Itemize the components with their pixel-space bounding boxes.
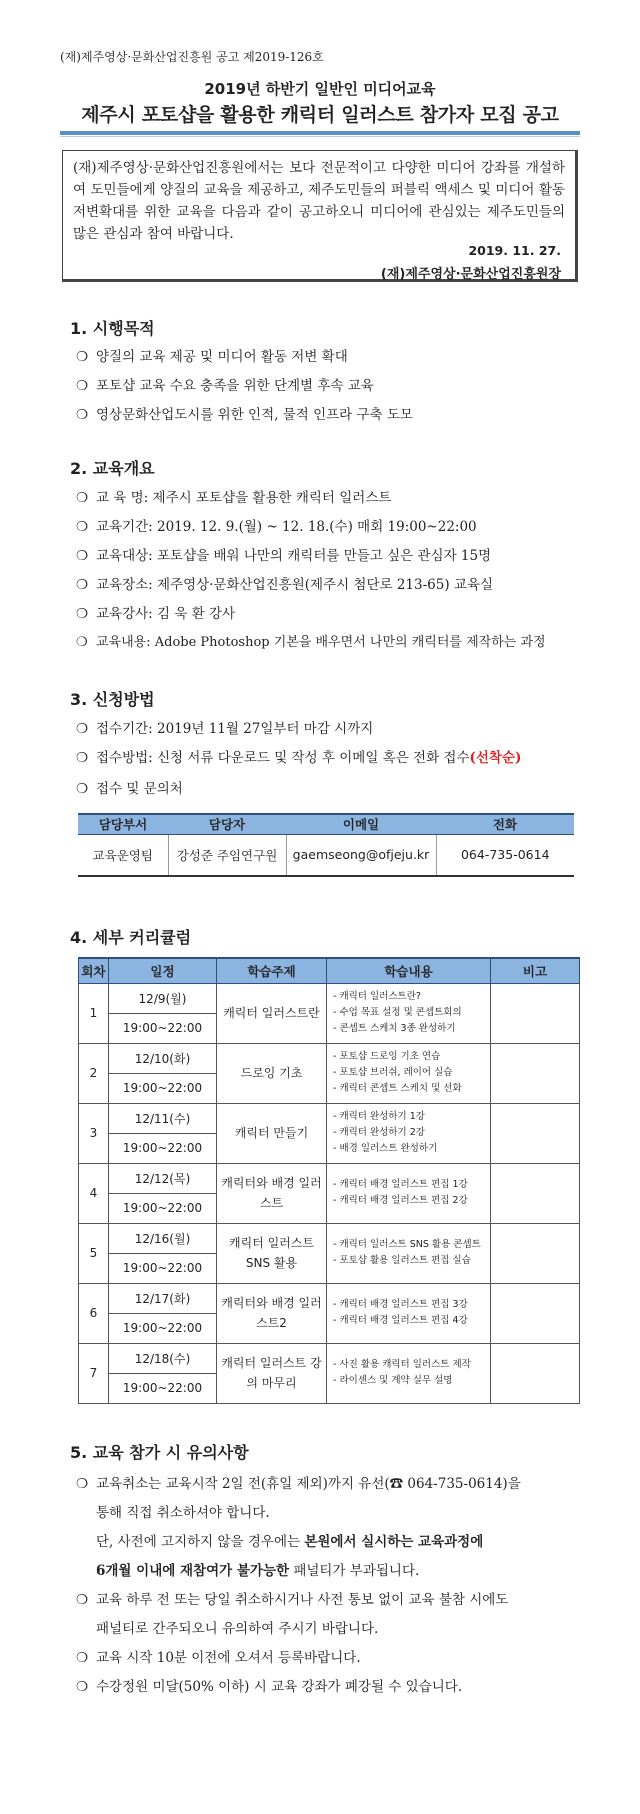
item-text: 교육 시작 10분 이전에 오셔서 등록바랍니다. (96, 1650, 361, 1666)
column-header: 이메일 (286, 814, 436, 834)
issuer: (재)제주영상·문화산업진흥원장 (380, 267, 561, 282)
list-item (76, 573, 493, 593)
circle-bullet-icon: ❍ (76, 781, 89, 797)
first-come-note: (선착순) (469, 750, 522, 766)
item-text: 패널티가 부과됩니다. (289, 1563, 420, 1579)
intro-box (62, 150, 578, 282)
list-item (76, 602, 235, 622)
session-content (327, 1343, 491, 1403)
session-no: 1 (79, 983, 109, 1043)
circle-bullet-icon: ❍ (76, 606, 89, 622)
item-text: 접수기간: 2019년 11월 27일부터 마감 시까지 (96, 721, 374, 737)
note-cell (491, 1103, 580, 1163)
list-item (76, 345, 348, 365)
circle-bullet-icon: ❍ (76, 635, 88, 650)
item-continuation: 패널티로 간주되오니 유의하여 주시기 바랍니다. (96, 1621, 379, 1637)
content-line: - 콘셉트 스케치 3종 완성하기 (333, 1023, 456, 1034)
item-continuation (96, 1530, 483, 1550)
list-item (76, 777, 183, 797)
column-header: 학습주제 (217, 958, 327, 983)
session-date: 12/9(월) (109, 983, 217, 1013)
list-item (76, 1472, 521, 1492)
table-row (79, 1343, 580, 1373)
list-item (76, 746, 521, 766)
circle-bullet-icon: ❍ (76, 1592, 89, 1608)
content-line: - 포토샵 브러쉬, 레이어 실습 (333, 1067, 453, 1078)
content-line: - 라이센스 및 계약 실무 설명 (333, 1375, 453, 1386)
section-1-title: 1. 시행목적 (70, 319, 155, 338)
item-text: 교육취소는 교육시작 2일 전(휴일 제외)까지 유선(☎ 064-735-0614)을 (96, 1476, 521, 1492)
list-item (76, 717, 373, 737)
item-text: 포토샵 교육 수요 충족을 위한 단계별 후속 교육 (96, 378, 374, 394)
session-no: 2 (79, 1043, 109, 1103)
column-header: 담당부서 (78, 814, 168, 834)
session-content (327, 1103, 491, 1163)
item-text: 교육강사: 김 욱 환 강사 (96, 606, 236, 622)
item-text: 접수 및 문의처 (96, 781, 183, 797)
contact-person-cell: 강성준 주임연구원 (168, 834, 286, 876)
session-content (327, 1223, 491, 1283)
section-2-title: 2. 교육개요 (70, 459, 155, 478)
circle-bullet-icon: ❍ (76, 1679, 89, 1695)
list-item (76, 486, 391, 506)
column-header: 담당자 (168, 814, 286, 834)
title-underline (60, 131, 580, 135)
note-cell (491, 1223, 580, 1283)
item-text: 단, 사전에 고지하지 않을 경우에는 (96, 1534, 305, 1550)
table-header-row (78, 814, 574, 834)
item-text: 수강정원 미달(50% 이하) 시 교육 강좌가 폐강될 수 있습니다. (96, 1679, 463, 1695)
note-cell (491, 1283, 580, 1343)
session-topic: 드로잉 기초 (217, 1043, 327, 1103)
session-date: 12/18(수) (109, 1343, 217, 1373)
circle-bullet-icon: ❍ (76, 349, 89, 365)
session-no: 5 (79, 1223, 109, 1283)
session-topic: 캐릭터 일러스트 SNS 활용 (217, 1223, 327, 1283)
section-3-title: 3. 신청방법 (70, 690, 155, 709)
content-line: - 배경 일러스트 완성하기 (333, 1143, 438, 1154)
item-text: 교육장소: 제주영상·문화산업진흥원(제주시 첨단로 213-65) 교육실 (96, 577, 494, 593)
session-content (327, 1163, 491, 1223)
session-time: 19:00~22:00 (109, 1253, 217, 1283)
table-row (79, 1043, 580, 1073)
session-topic: 캐릭터 만들기 (217, 1103, 327, 1163)
sub-title: 2019년 하반기 일반인 미디어교육 (204, 80, 436, 98)
session-topic: 캐릭터와 배경 일러스트2 (217, 1283, 327, 1343)
session-no: 4 (79, 1163, 109, 1223)
circle-bullet-icon: ❍ (76, 750, 89, 766)
list-item (76, 544, 491, 564)
column-header: 일정 (109, 958, 217, 983)
content-line: - 수업 목표 설정 및 콘셉트회의 (333, 1007, 462, 1018)
notice-date: 2019. 11. 27. (468, 243, 561, 258)
session-topic: 캐릭터 일러스트 강의 마무리 (217, 1343, 327, 1403)
session-content (327, 983, 491, 1043)
content-line: - 사진 활용 캐릭터 일러스트 제작 (333, 1359, 471, 1370)
main-title: 제주시 포토샵을 활용한 캐릭터 일러스트 참가자 모집 공고 (81, 104, 559, 126)
session-no: 7 (79, 1343, 109, 1403)
list-item (76, 1675, 462, 1695)
column-header: 전화 (436, 814, 574, 834)
item-continuation: 통해 직접 취소하셔야 합니다. (96, 1505, 270, 1521)
session-content (327, 1043, 491, 1103)
item-text: 교 육 명: 제주시 포토샵을 활용한 캐릭터 일러스트 (96, 490, 392, 506)
intro-text: (재)제주영상·문화산업진흥원에서는 보다 전문적이고 다양한 미디어 강좌를 개설하여 도민들에게 양질의 교육을 제공하고, 제주도민들의 퍼블릭 액세스 및 미디어 활동 저변확대를 위한 교육을 다음과 같이 공고하오니 미디어에 관심있는 제주도민들의 많은 관심과 참여 바랍니다. (73, 160, 565, 242)
note-cell (491, 983, 580, 1043)
content-line: - 캐릭터 배경 일러스트 편집 4강 (333, 1315, 468, 1326)
section-4-title: 4. 세부 커리큘럼 (70, 928, 192, 947)
session-time: 19:00~22:00 (109, 1133, 217, 1163)
notice-number: (재)제주영상·문화산업진흥원 공고 제2019-126호 (60, 50, 324, 64)
column-header: 비고 (491, 958, 580, 983)
item-text: 접수방법: 신청 서류 다운로드 및 작성 후 이메일 혹은 전화 접수 (96, 750, 470, 766)
item-text: 교육 하루 전 또는 당일 취소하시거나 사전 통보 없이 교육 불참 시에도 (96, 1592, 509, 1608)
list-item (76, 1588, 508, 1608)
table-row (79, 1163, 580, 1193)
item-continuation (96, 1559, 419, 1579)
session-no: 3 (79, 1103, 109, 1163)
penalty-emphasis: 본원에서 실시하는 교육과정에 (304, 1534, 484, 1550)
session-date: 12/12(목) (109, 1163, 217, 1193)
session-date: 12/17(화) (109, 1283, 217, 1313)
curriculum-table (78, 957, 580, 1404)
list-item (76, 374, 374, 394)
content-line: - 캐릭터 완성하기 2강 (333, 1127, 425, 1138)
session-date: 12/16(월) (109, 1223, 217, 1253)
content-line: - 포토샵 드로잉 기초 연습 (333, 1051, 441, 1062)
note-cell (491, 1043, 580, 1103)
item-text: 교육대상: 포토샵을 배워 나만의 캐릭터를 만들고 싶은 관심자 15명 (96, 548, 492, 564)
session-topic: 캐릭터와 배경 일러스트 (217, 1163, 327, 1223)
list-item (76, 631, 546, 650)
list-item (76, 403, 413, 423)
circle-bullet-icon: ❍ (76, 490, 89, 506)
phone-cell: 064-735-0614 (436, 834, 574, 876)
session-time: 19:00~22:00 (109, 1313, 217, 1343)
email-cell: gaemseong@ofjeju.kr (286, 834, 436, 876)
session-time: 19:00~22:00 (109, 1373, 217, 1403)
content-line: - 캐릭터 콘셉트 스케치 및 선화 (333, 1083, 462, 1094)
circle-bullet-icon: ❍ (76, 577, 89, 593)
note-cell (491, 1163, 580, 1223)
content-line: - 캐릭터 배경 일러스트 편집 2강 (333, 1195, 468, 1206)
circle-bullet-icon: ❍ (76, 721, 89, 737)
session-time: 19:00~22:00 (109, 1013, 217, 1043)
content-line: - 캐릭터 배경 일러스트 편집 3강 (333, 1299, 468, 1310)
table-row (79, 1103, 580, 1133)
item-text: 양질의 교육 제공 및 미디어 활동 저변 확대 (96, 349, 348, 365)
item-text: 교육기간: 2019. 12. 9.(월) ~ 12. 18.(수) 매회 19:00~22:00 (96, 519, 477, 535)
table-row (79, 983, 580, 1013)
session-date: 12/11(수) (109, 1103, 217, 1133)
circle-bullet-icon: ❍ (76, 548, 89, 564)
circle-bullet-icon: ❍ (76, 378, 89, 394)
department-cell: 교육운영팀 (78, 834, 168, 876)
session-content (327, 1283, 491, 1343)
penalty-emphasis: 6개월 이내에 재참여가 불가능한 (96, 1563, 290, 1579)
section-5-title: 5. 교육 참가 시 유의사항 (70, 1443, 249, 1462)
table-row (78, 834, 574, 876)
session-time: 19:00~22:00 (109, 1193, 217, 1223)
circle-bullet-icon: ❍ (76, 1650, 89, 1666)
content-line: - 캐릭터 완성하기 1강 (333, 1111, 425, 1122)
item-text: 교육내용: Adobe Photoshop 기본을 배우면서 나만의 캐릭터를 제작하는 과정 (96, 635, 546, 650)
note-cell (491, 1343, 580, 1403)
table-header-row (79, 958, 580, 983)
content-line: - 캐릭터 배경 일러스트 편집 1강 (333, 1179, 468, 1190)
column-header: 학습내용 (327, 958, 491, 983)
table-row (79, 1223, 580, 1253)
column-header: 회차 (79, 958, 109, 983)
session-no: 6 (79, 1283, 109, 1343)
circle-bullet-icon: ❍ (76, 407, 89, 423)
item-text: 영상문화산업도시를 위한 인적, 물적 인프라 구축 도모 (96, 407, 413, 423)
content-line: - 포토샵 활용 일러스트 편집 실습 (333, 1255, 471, 1266)
circle-bullet-icon: ❍ (76, 519, 89, 535)
session-date: 12/10(화) (109, 1043, 217, 1073)
list-item (76, 1646, 361, 1666)
session-topic: 캐릭터 일러스트란 (217, 983, 327, 1043)
title-underline-thin (60, 136, 580, 137)
content-line: - 캐릭터 일러스트 SNS 활용 콘셉트 (333, 1239, 481, 1250)
content-line: - 캐릭터 일러스트란? (333, 991, 421, 1002)
session-time: 19:00~22:00 (109, 1073, 217, 1103)
table-row (79, 1283, 580, 1313)
circle-bullet-icon: ❍ (76, 1476, 89, 1492)
list-item (76, 515, 477, 535)
contact-table (78, 813, 574, 877)
